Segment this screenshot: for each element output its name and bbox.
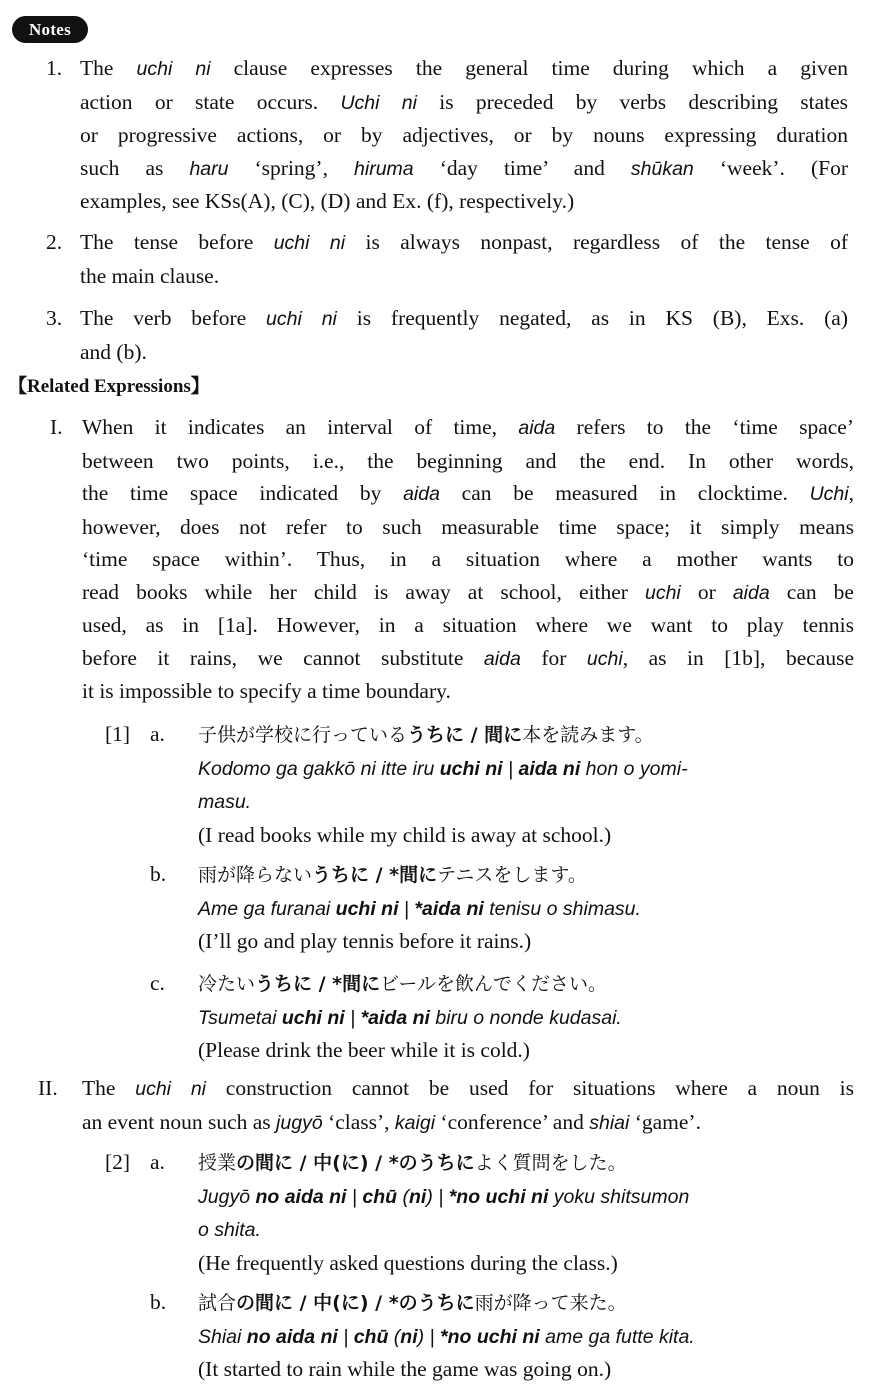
english-translation: (It started to rain while the game was going on.) xyxy=(198,1357,612,1381)
italic-term: aida ni xyxy=(518,757,581,780)
related-body xyxy=(82,411,854,708)
italic-term: | xyxy=(502,757,519,780)
italic-term: ) | xyxy=(426,1185,449,1208)
text-line xyxy=(82,1106,854,1140)
note-1 xyxy=(46,52,848,218)
english-translation: (I’ll go and play tennis before it rains.) xyxy=(198,929,532,953)
text-run: ‘time space within’. Thus, in a situation where a mother wants to xyxy=(82,547,854,571)
example-letter: b. xyxy=(150,1290,167,1314)
text-line xyxy=(82,543,854,576)
italic-term: Kodomo ga gakkō ni itte iru xyxy=(198,757,440,780)
italic-term: ( xyxy=(388,1325,401,1348)
note-3 xyxy=(46,302,848,368)
text-run: , as in [1b], because xyxy=(622,645,854,670)
italic-term: | xyxy=(337,1325,354,1348)
note-number: 1. xyxy=(46,56,63,80)
text-line xyxy=(80,119,848,152)
japanese-text: よく質問をした。 xyxy=(474,1152,627,1174)
italic-term: *aida ni xyxy=(414,897,484,920)
text-run: The xyxy=(80,56,137,80)
japanese-text: 授業 xyxy=(198,1152,237,1174)
italic-term: aida xyxy=(732,581,770,604)
japanese-sentence xyxy=(198,858,641,892)
text-run: is always nonpast, regardless of the tense of xyxy=(345,230,848,254)
text-run: refers to the ‘time space’ xyxy=(555,415,855,439)
italic-term: no aida ni xyxy=(246,1325,338,1348)
italic-term: uchi ni xyxy=(439,757,503,780)
italic-term: uchi ni xyxy=(335,897,399,920)
italic-term: *no uchi ni xyxy=(440,1325,540,1348)
italic-term: uchi ni xyxy=(266,308,337,330)
note-number: 3. xyxy=(46,306,63,330)
italic-term: ( xyxy=(397,1185,409,1208)
italic-term: uchi ni xyxy=(136,58,211,80)
italic-term: kaigi xyxy=(394,1111,436,1134)
note-2 xyxy=(46,226,848,292)
japanese-text: ビールを飲んでください。 xyxy=(380,973,607,995)
romaji-line xyxy=(198,1001,622,1035)
italic-term: uchi ni xyxy=(281,1006,345,1029)
japanese-highlight: うちに / *間に xyxy=(312,864,438,886)
text-run: ‘conference’ and xyxy=(435,1109,590,1134)
italic-term: | xyxy=(344,1006,361,1029)
italic-term: jugyō xyxy=(276,1111,323,1134)
note-body xyxy=(80,226,848,292)
text-line xyxy=(80,336,848,369)
italic-term: o shita. xyxy=(198,1219,261,1241)
text-line xyxy=(82,576,854,610)
italic-term: ni xyxy=(408,1185,427,1208)
text-run: The tense before xyxy=(80,230,274,254)
text-run: , xyxy=(848,481,854,505)
text-run: construction cannot be used for situations where a noun is xyxy=(206,1076,854,1100)
italic-term: Ame ga furanai xyxy=(198,897,336,920)
text-run: examples, see KSs(A), (C), (D) and Ex. (f), respectively.) xyxy=(80,189,575,213)
italic-term: shūkan xyxy=(630,157,694,180)
text-line xyxy=(82,445,854,478)
text-run: used, as in [1a]. However, in a situation where we want to play tennis xyxy=(82,613,854,637)
italic-term: uchi xyxy=(586,647,623,670)
italic-term: no aida ni xyxy=(255,1185,347,1208)
related-expressions-heading: 【Related Expressions】 xyxy=(8,376,210,397)
example-body xyxy=(198,1286,695,1386)
example-body xyxy=(198,1146,689,1279)
text-line xyxy=(82,511,854,544)
italic-term: *no uchi ni xyxy=(448,1185,549,1208)
romaji-line xyxy=(198,892,641,926)
text-run: is frequently negated, as in KS (B), Exs. (a) xyxy=(336,306,848,330)
japanese-text: 本を読みます。 xyxy=(522,724,654,746)
japanese-text: テニスをします。 xyxy=(437,864,587,886)
italic-term: aida xyxy=(483,647,521,670)
text-line xyxy=(80,185,848,218)
text-run: an event noun such as xyxy=(82,1109,277,1134)
text-run: The verb before xyxy=(80,306,267,330)
romaji-line xyxy=(198,752,688,786)
example-1a xyxy=(150,718,688,851)
text-run: clause expresses the general time during which a given xyxy=(210,56,848,80)
text-line xyxy=(80,86,848,120)
example-2b xyxy=(150,1286,695,1386)
italic-term: hiruma xyxy=(354,157,414,180)
text-run: can be xyxy=(769,579,854,604)
italic-term: masu. xyxy=(198,791,252,813)
text-run: ‘day time’ and xyxy=(413,155,631,180)
text-line xyxy=(82,411,854,445)
italic-term: uchi ni xyxy=(135,1078,206,1100)
text-line xyxy=(80,226,848,260)
text-run: read books while her child is away at school, either xyxy=(82,579,645,604)
japanese-text: 雨が降らない xyxy=(198,864,313,886)
italic-term: aida xyxy=(518,417,556,439)
english-translation: (He frequently asked questions during the class.) xyxy=(198,1250,618,1275)
text-line xyxy=(80,52,848,86)
text-run: it is impossible to specify a time boundary. xyxy=(82,679,451,703)
text-run: for xyxy=(520,645,587,670)
text-run: or xyxy=(680,579,733,604)
note-body xyxy=(80,52,848,218)
text-run: The xyxy=(82,1076,136,1100)
romaji-line xyxy=(198,1180,689,1214)
italic-term: chū xyxy=(353,1325,389,1348)
italic-term: aida xyxy=(403,483,440,505)
example-1b xyxy=(150,858,641,958)
text-run: ‘week’. (For xyxy=(693,155,848,180)
text-run: ‘spring’, xyxy=(228,155,355,180)
italic-term: | xyxy=(346,1185,363,1208)
example-group-label: [1] xyxy=(105,722,131,746)
romaji-line xyxy=(198,1320,695,1354)
japanese-sentence xyxy=(198,1286,695,1320)
japanese-text: 子供が学校に行っている xyxy=(198,724,408,746)
japanese-sentence xyxy=(198,1146,689,1180)
romaji-line xyxy=(198,785,688,819)
text-line xyxy=(80,260,848,293)
italic-term: ni xyxy=(400,1325,418,1348)
text-line xyxy=(82,642,854,676)
text-line xyxy=(82,1072,854,1106)
text-run: is preceded by verbs describing states xyxy=(416,89,848,114)
japanese-highlight: うちに / 間に xyxy=(407,724,523,746)
text-run: action or state occurs. xyxy=(80,89,341,114)
japanese-text: 雨が降って来た。 xyxy=(474,1292,627,1314)
text-line xyxy=(82,609,854,642)
japanese-sentence xyxy=(198,718,688,752)
example-letter: a. xyxy=(150,722,165,746)
related-2 xyxy=(38,1072,854,1139)
romaji-line xyxy=(198,1213,689,1247)
text-run: the main clause. xyxy=(80,263,220,288)
example-letter: b. xyxy=(150,862,167,886)
italic-term: Tsumetai xyxy=(198,1006,282,1029)
japanese-highlight: の間に / 中(に) / *のうちに xyxy=(236,1292,475,1314)
related-1 xyxy=(50,411,855,708)
text-run: such as xyxy=(80,155,190,180)
example-letter: c. xyxy=(150,971,165,995)
italic-term: *aida ni xyxy=(360,1006,430,1029)
italic-term: hon o yomi- xyxy=(580,757,688,780)
note-body xyxy=(80,302,848,368)
text-run: and (b). xyxy=(80,339,147,364)
text-run: however, does not refer to such measurable time space; it simply means xyxy=(82,514,854,539)
related-number: II. xyxy=(38,1076,58,1100)
text-run: When it indicates an interval of time, xyxy=(82,415,519,439)
example-2a xyxy=(150,1146,689,1279)
related-number: I. xyxy=(50,415,63,439)
italic-term: Jugyō xyxy=(198,1185,256,1208)
italic-term: chū xyxy=(362,1185,398,1208)
italic-term: Uchi xyxy=(809,483,849,505)
italic-term: biru o nonde kudasai. xyxy=(429,1006,622,1029)
italic-term: shiai xyxy=(589,1111,630,1134)
text-run: can be measured in clocktime. xyxy=(439,481,810,505)
text-run: ‘game’. xyxy=(629,1109,701,1134)
japanese-text: 試合 xyxy=(198,1292,237,1314)
text-run: between two points, i.e., the beginning and the end. In other words, xyxy=(82,448,854,473)
text-run: before it rains, we cannot substitute xyxy=(82,645,484,670)
italic-term: yoku shitsumon xyxy=(548,1185,690,1208)
example-letter: a. xyxy=(150,1150,165,1174)
italic-term: tenisu o shimasu. xyxy=(483,897,641,920)
italic-term: uchi xyxy=(644,581,681,604)
english-translation: (Please drink the beer while it is cold.) xyxy=(198,1038,530,1062)
example-group-label: [2] xyxy=(105,1150,131,1174)
related-body xyxy=(82,1072,854,1139)
italic-term: Shiai xyxy=(198,1325,247,1348)
italic-term: haru xyxy=(189,157,229,180)
italic-term: uchi ni xyxy=(273,232,346,254)
text-line xyxy=(80,302,848,336)
example-body xyxy=(198,967,622,1067)
example-body xyxy=(198,858,641,958)
italic-term: ) | xyxy=(417,1325,441,1348)
example-1c xyxy=(150,967,622,1067)
text-run: ‘class’, xyxy=(322,1109,395,1134)
text-run: the time space indicated by xyxy=(82,481,404,505)
notes-badge: Notes xyxy=(12,16,88,43)
japanese-text: 冷たい xyxy=(198,973,256,995)
italic-term: ame ga futte kita. xyxy=(539,1325,695,1348)
example-body xyxy=(198,718,688,851)
text-line xyxy=(82,675,854,708)
japanese-highlight: うちに / *間に xyxy=(255,973,381,995)
italic-term: Uchi ni xyxy=(340,91,417,114)
note-number: 2. xyxy=(46,230,63,254)
japanese-sentence xyxy=(198,967,622,1001)
japanese-highlight: の間に / 中(に) / *のうちに xyxy=(236,1152,475,1174)
text-line xyxy=(82,477,854,511)
text-run: or progressive actions, or by adjectives, or by nouns expressing duration xyxy=(80,123,848,147)
english-translation: (I read books while my child is away at school.) xyxy=(198,822,612,847)
italic-term: | xyxy=(398,897,415,920)
text-line xyxy=(80,152,848,186)
